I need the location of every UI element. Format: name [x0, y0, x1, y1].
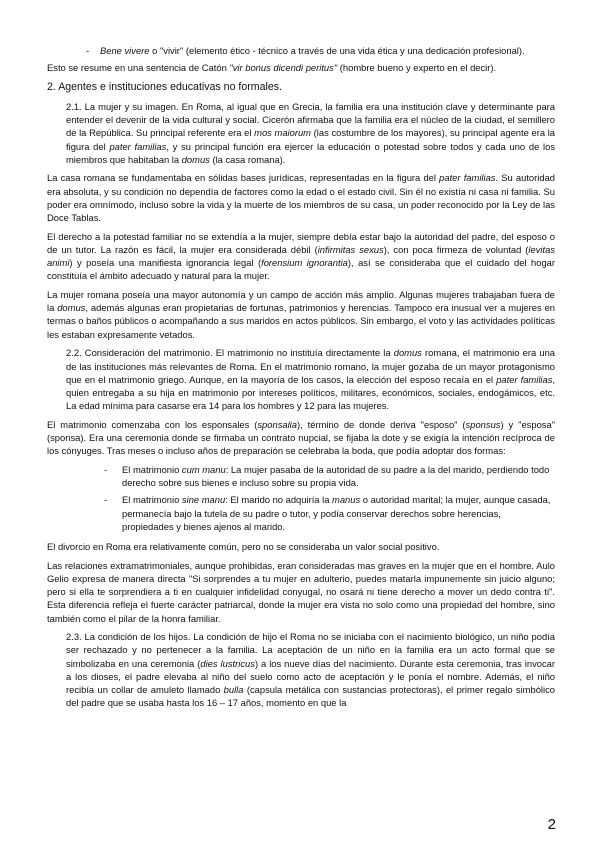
- list-item: [47, 44, 555, 57]
- bullet-marker: -: [104, 463, 108, 475]
- bullet-marker: -: [86, 45, 90, 56]
- list-item: [47, 493, 555, 533]
- page-number: 2: [547, 816, 556, 833]
- subsection-matrimonio: 2.2. Consideración del matrimonio. El matrimonio no instituía directamente la domus romana, el matrimonio era una de las instituciones más relevantes de Roma. En el matrimonio romano, la mujer gozaba de un mayor protagonismo que en el matrimonio griego. Aunque, en la mayoría de los casos, la elección del esposo recaía en el pater familias, quien entregaba a su hija en matrimonio por intereses políticos, militares, económicos, sociales, endogámicos, etc. La edad mínima para casarse era 14 para los hombres y 12 para las mujeres.: [66, 347, 555, 412]
- paragraph-mujer-romana: La mujer romana poseía una mayor autonomía y un campo de acción más amplio. Algunas mujeres trabajaban fuera de la domus, además algunas eran propietarias de fortunas, patrimonios y herencias. Tampoco era inusual ver a mujeres en termas o baños públicos o acompañando a sus maridos en actos públicos. Sin embargo, el voto y las actividades políticas les estaban expresamente vetados.: [47, 289, 555, 340]
- list-item-text: El matrimonio sine manu: El marido no adquiría la manus o autoridad marital; la mujer, aunque casada, permanecía bajo la tutela de su padre o tutor, y podía conservar derechos sobre herencias, propiedades y bienes ajenos al marido.: [122, 494, 551, 532]
- paragraph-derecho: El derecho a la potestad familiar no se extendía a la mujer, siempre debía estar bajo la autoridad del padre, del esposo o de un tutor. La razón es fácil, la mujer era considerada débil (infirmitas sexus), con poca firmeza de voluntad (levitas animi) y poseía una manifiesta ignorancia legal (forensium ignorantia), así se consideraba que el cuidado del hogar constituía el ámbito adecuado y natural para la mujer.: [47, 230, 555, 282]
- bullet-marker: -: [104, 494, 108, 506]
- page-content: [47, 44, 555, 715]
- paragraph-casa-romana: La casa romana se fundamentaba en sólidas bases jurídicas, representadas en la figura del pater familias. Su autoridad era absoluta, y su condición no dependía de factores como la edad o el estado civil. Sin él no existía ni casa ni familia. Su poder era omnímodo, incluso sobre la vida y la muerte de los miembros de su casa, un poder reconocido por la Ley de las Doce Tablas.: [47, 172, 555, 224]
- list-item: [47, 463, 555, 489]
- paragraph-divorcio: El divorcio en Roma era relativamente común, pero no se consideraba un valor social positivo.: [47, 541, 440, 552]
- section-heading: 2. Agentes e instituciones educativas no formales.: [47, 80, 282, 93]
- list-item-text: Bene vivere o "vivir" (elemento ético - técnico a través de una vida ética y una dedicación profesional).: [100, 45, 525, 56]
- subsection-hijos: 2.3. La condición de los hijos. La condición de hijo el Roma no se iniciaba con el nacimiento biológico, un niño podía ser rechazado y no pertenecer a la familia. La aceptación de un niño en la familia era un acto formal que se simbolizaba en una ceremonia (dies lustricus) a los nueve días del nacimiento. Durante esta ceremonia, tras invocar a los dioses, el padre elevaba al niño del suelo como acto de aceptación y le ponía el nombre. Además, el niño recibía un collar de amuleto llamado bulla (capsula metálica con sustancias protectoras), el primer regalo simbólico del padre que se usaba hasta los 16 – 17 años, momento en que la: [66, 631, 555, 709]
- subsection-mujer-imagen: 2.1. La mujer y su imagen. En Roma, al igual que en Grecia, la familia era una institución clave y determinante para entender el devenir de la vida cultural y social. Cicerón afirmaba que la familia era el núcleo de la ciudad, el semillero de la República. Su principal referente era el mos maiorum (las costumbre de los mayores), su principal agente era la figura del pater familias, y su principal función era ejercer la educación o potestad sobre todos y cada uno de los miembros que habitaban la domus (la casa romana).: [66, 100, 556, 165]
- paragraph-relaciones: Las relaciones extramatrimoniales, aunque prohibidas, eran consideradas mas graves en la mujer que en el hombre. Aulo Gelio expresa de manera directa "Si sorprendes a tu mujer en adulterio, puedes matarla impunemente sin juicio alguno; pero si ella te sorprendiera a ti en cualquier infidelidad conyugal, no osará ni tiene derecho a mover un dedo contra ti". Esta diferencia refleja el fuerte carácter patriarcal, donde la mujer era vista no solo como una propiedad del hombre, sino también como el pilar de la honra familiar.: [47, 559, 555, 624]
- list-item-text: El matrimonio cum manu: La mujer pasaba de la autoridad de su padre a la del marido, perdiendo todo derecho sobre sus bienes e incluso sobre su propia vida.: [122, 463, 550, 489]
- paragraph-esponsales: El matrimonio comenzaba con los esponsales (sponsalia), término de donde deriva "esposo" (sponsus) y "esposa" (sponsa). Era una ceremonia donde se firmaba un contrato nupcial, se fijaba la dote y se exigía la intención recíproca de los cónyuges. Tras meses o incluso años de preparación se celebraba la boda, que podía adoptar dos formas:: [47, 418, 556, 457]
- paragraph-caton: Esto se resume en una sentencia de Catón "vir bonus dicendi peritus" (hombre bueno y experto en el decir).: [47, 62, 497, 74]
